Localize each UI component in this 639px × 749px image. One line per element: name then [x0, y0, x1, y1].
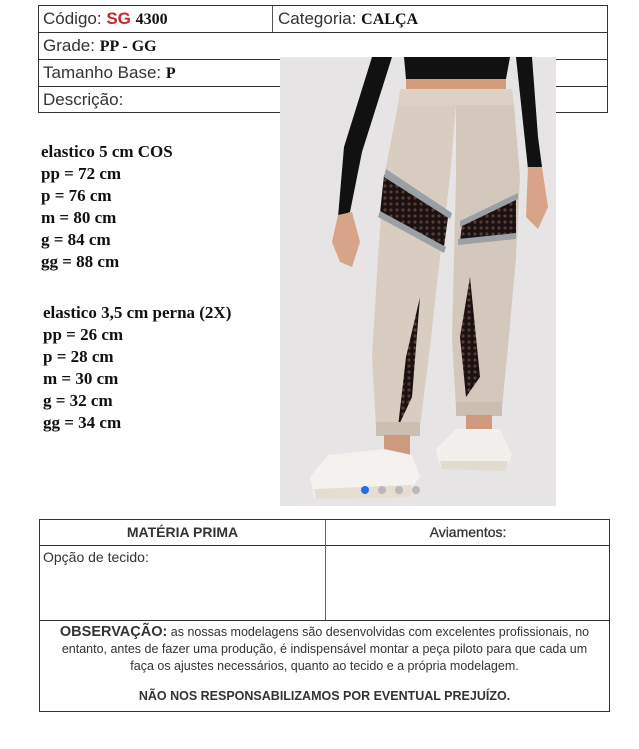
spec-item: p = 28 cm	[43, 347, 114, 366]
tamanho-value: P	[165, 65, 176, 82]
codigo-prefix: SG	[106, 9, 131, 28]
tamanho-field	[43, 63, 176, 83]
aviamentos-header: Aviamentos:	[429, 524, 507, 540]
descricao-field	[43, 90, 123, 110]
waist-spec-block	[41, 141, 173, 273]
disclaimer-text: NÃO NOS RESPONSABILIZAMOS POR EVENTUAL PREJUÍZO.	[138, 689, 511, 703]
categoria-label: Categoria:	[278, 9, 357, 28]
observacao-block	[40, 624, 609, 705]
grade-field	[43, 36, 157, 56]
codigo-field	[43, 9, 168, 29]
pants-illustration-icon	[280, 57, 556, 506]
row-divider	[39, 32, 607, 33]
categoria-value: CALÇA	[361, 11, 419, 28]
spec-item: g = 32 cm	[43, 391, 113, 410]
observacao-text: as nossas modelagens são desenvolvidas com excelentes profissionais, no	[167, 625, 590, 639]
spec-item: g = 84 cm	[41, 230, 111, 249]
codigo-label: Código:	[43, 9, 102, 28]
leg-spec-title: elastico 3,5 cm perna (2X)	[43, 303, 232, 322]
observacao-text: entanto, antes de fazer uma produção, é indispensável montar a peça piloto para que cada um	[61, 642, 588, 656]
opcao-tecido-label: Opção de tecido:	[43, 549, 149, 565]
spec-item: p = 76 cm	[41, 186, 112, 205]
waist-spec-title: elastico 5 cm COS	[41, 142, 173, 161]
leg-spec-block	[43, 302, 231, 434]
observacao-text: faça os ajustes necessários, quanto ao tecido e a própria modelagem.	[130, 659, 519, 673]
row-divider	[40, 620, 609, 621]
spec-item: pp = 72 cm	[41, 164, 122, 183]
spec-item: gg = 88 cm	[41, 252, 120, 271]
spec-item: m = 30 cm	[43, 369, 119, 388]
observacao-label: OBSERVAÇÃO:	[59, 624, 168, 640]
materials-table	[39, 519, 610, 712]
spec-item: gg = 34 cm	[43, 413, 122, 432]
codigo-value: 4300	[135, 11, 168, 28]
grade-value: PP - GG	[99, 38, 157, 55]
tamanho-label: Tamanho Base:	[43, 63, 162, 82]
product-photo	[280, 57, 556, 506]
carousel-dot[interactable]	[395, 486, 403, 494]
col-divider	[272, 6, 273, 32]
grade-label: Grade:	[43, 36, 95, 55]
carousel-dot[interactable]	[412, 486, 420, 494]
spec-item: pp = 26 cm	[43, 325, 124, 344]
categoria-field	[278, 9, 418, 29]
spec-item: m = 80 cm	[41, 208, 117, 227]
carousel-dot[interactable]	[378, 486, 386, 494]
descricao-label: Descrição:	[43, 90, 124, 109]
materia-prima-header: MATÉRIA PRIMA	[126, 524, 239, 540]
carousel-dot-active[interactable]	[361, 486, 369, 494]
